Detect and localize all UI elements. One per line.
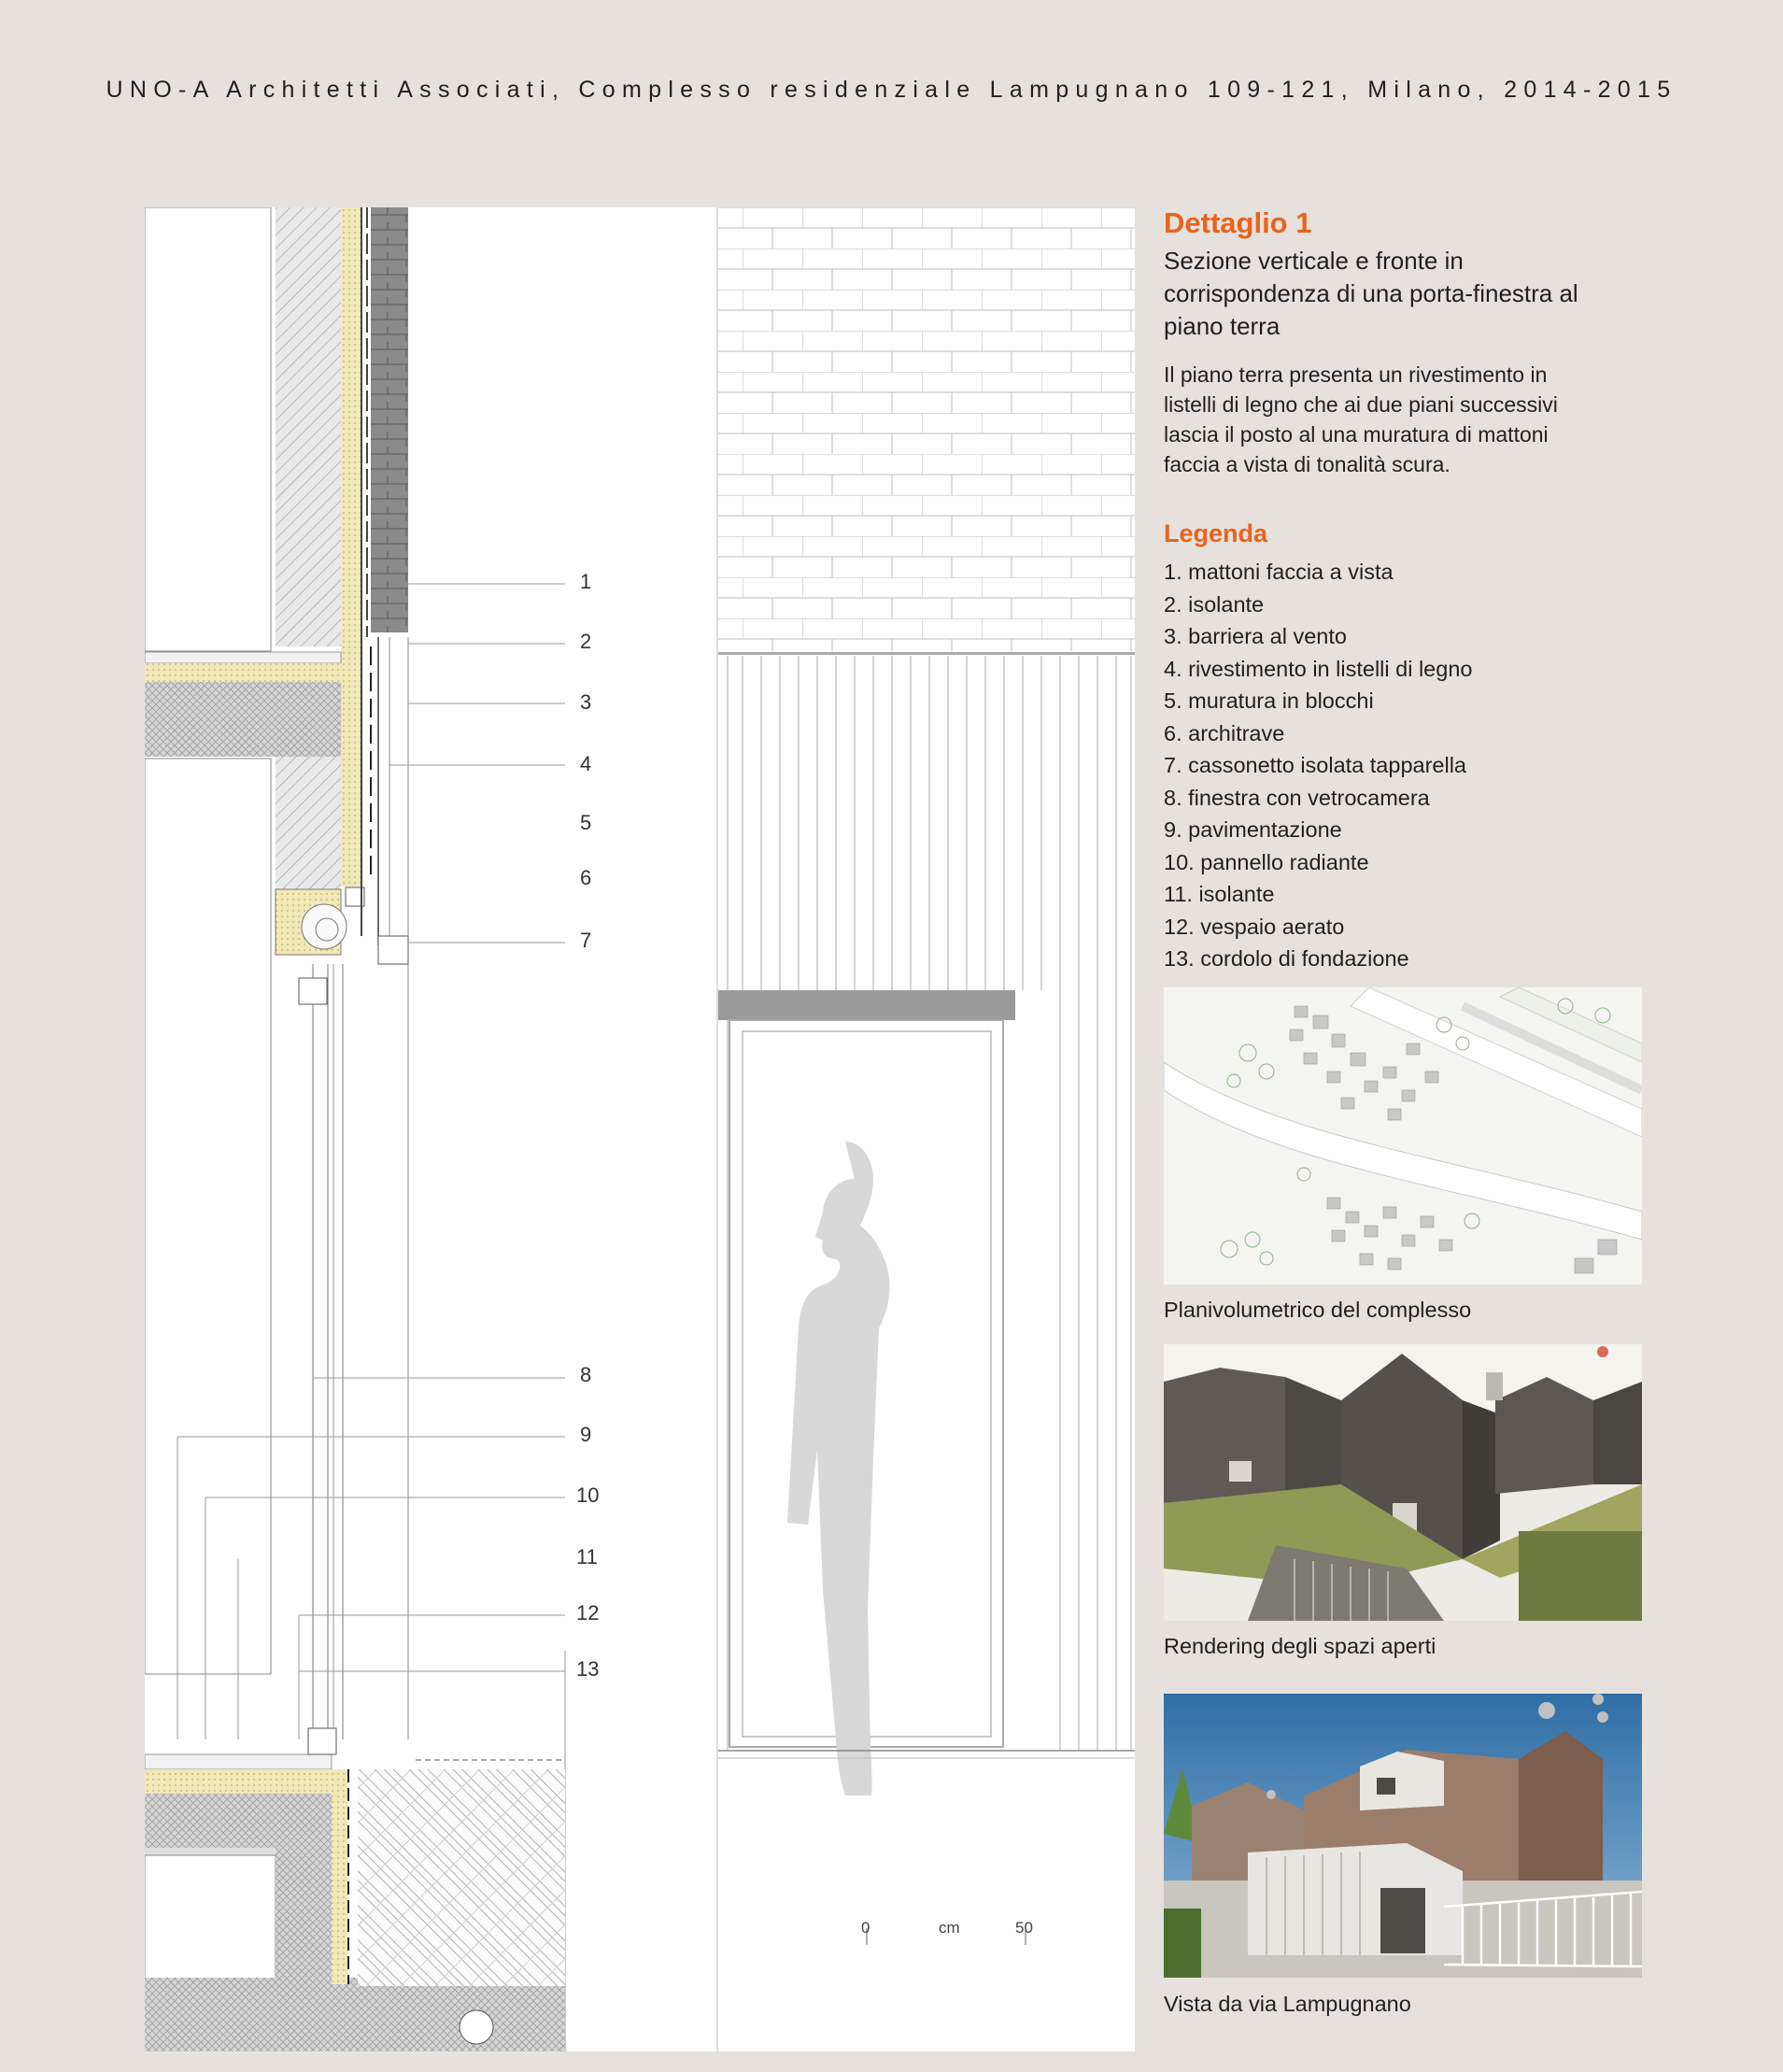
callout-5: 5 [580,811,592,834]
detail-description: Il piano terra presenta un rivestimento in listelli di legno che ai due piani successivi lascia il posto al una muratura di mattoni faccia a vista di tonalità scura. [1164,362,1558,476]
scale-end: 50 [1015,1919,1033,1937]
caption-street-view: Vista da via Lampugnano [1164,1992,1411,2016]
legend-item: 11. isolante [1164,882,1275,906]
callout-7: 7 [580,929,592,952]
legend-list [1164,556,1649,975]
callout-4: 4 [580,752,592,775]
legend-item: 3. barriera al vento [1164,624,1347,648]
callout-11: 11 [576,1545,598,1568]
callout-1: 1 [580,570,592,593]
callout-8: 8 [580,1363,592,1386]
legend-item: 1. mattoni faccia a vista [1164,560,1394,584]
callout-3: 3 [580,690,592,714]
legend-item: 7. cassonetto isolata tapparella [1164,753,1466,777]
legend-title: Legenda [1164,519,1268,547]
legend-item: 8. finestra con vetrocamera [1164,785,1430,810]
technical-drawing [145,207,1135,2051]
page-header: UNO-A Architetti Associati, Complesso residenziale Lampugnano 109-121, Milano, 2014-2015 [106,77,1677,103]
legend-item: 2. isolante [1164,591,1265,617]
legend-item: 13. cordolo di fondazione [1164,946,1409,971]
legend-item: 12. vespaio aerato [1164,914,1345,939]
caption-rendering: Rendering degli spazi aperti [1164,1634,1436,1658]
callout-13: 13 [576,1657,600,1681]
detail-subtitle: Sezione verticale e fronte in corrispondenza di una porta-finestra al piano terra [1164,247,1578,340]
legend-item: 5. muratura in blocchi [1164,688,1374,713]
legend-item: 4. rivestimento in listelli di legno [1164,656,1473,681]
side-panel [1164,206,1649,2016]
callout-9: 9 [580,1423,592,1446]
detail-title: Dettaglio 1 [1164,206,1312,239]
site-plan-image [1164,987,1642,1284]
rendering-image [1164,1344,1642,1621]
street-view-photo [1164,1694,1642,1978]
caption-site-plan: Planivolumetrico del complesso [1164,1298,1472,1322]
legend-item: 10. pannello radiante [1164,849,1369,874]
callout-6: 6 [580,866,592,889]
callout-12: 12 [576,1601,600,1625]
scale-unit: cm [939,1919,960,1937]
section-and-elevation-svg [145,207,1135,2051]
callout-10: 10 [576,1483,600,1507]
legend-item: 6. architrave [1164,720,1285,745]
scale-start: 0 [861,1919,870,1937]
legend-item: 9. pavimentazione [1164,817,1342,842]
callout-2: 2 [580,630,592,653]
